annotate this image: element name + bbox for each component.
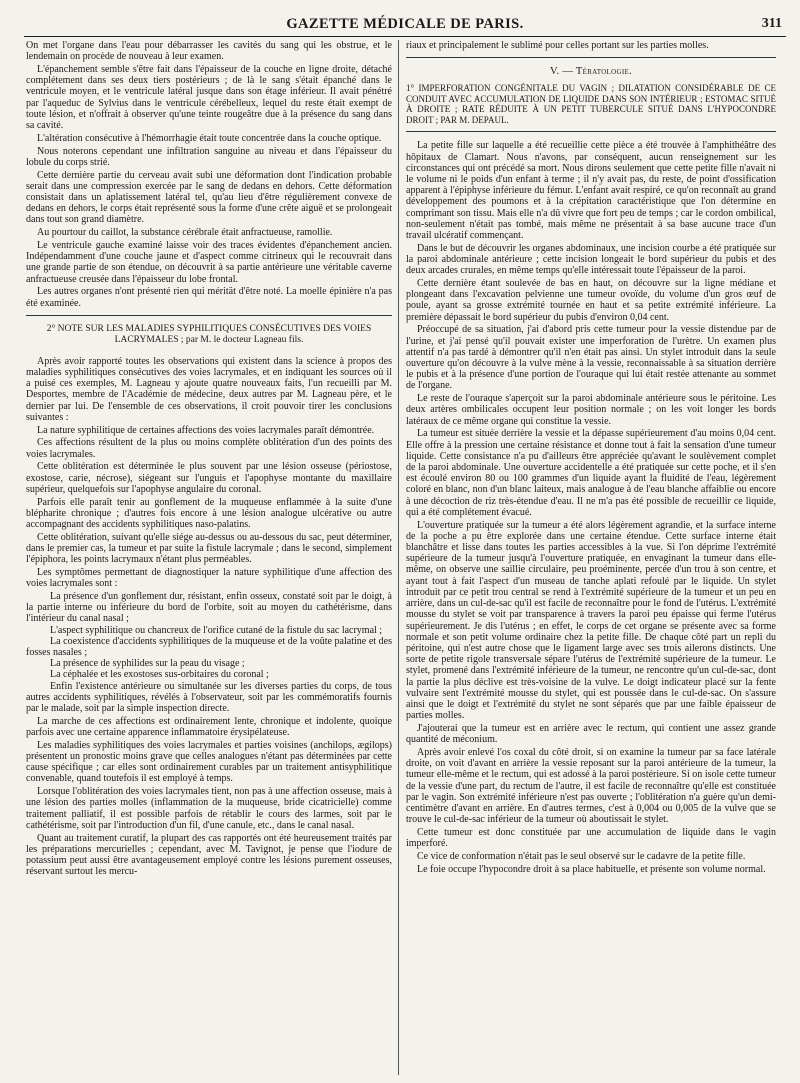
paragraph: Cette tumeur est donc constituée par une accumulation de liquide dans le vagin imperforé. <box>406 826 776 850</box>
page-number: 311 <box>761 16 782 31</box>
paragraph: Le ventricule gauche examiné laisse voir des traces évidentes d'épanchement ancien. Indépendamment d'une couche jaune et d'aspect comme citrineux qui le recouvrait dans une grande partie de son étendue, on découvrit à sa partie antérieure une véritable caverne anfractueuse creusée dans l'épaisseur du lobe frontal. <box>26 240 392 285</box>
paragraph: L'altération consécutive à l'hémorrhagie était toute concentrée dans la couche optique. <box>37 132 382 144</box>
paragraph: Dans le but de découvrir les organes abdominaux, une incision courbe a été pratiquée sur la paroi abdominale antérieure ; cette incision longeait le bord supérieur du pubis et des deux arcades crurales, en même temps qu'elle intéressait toute l'épaisseur de la paroi. <box>406 242 776 277</box>
paragraph: Les maladies syphilitiques des voies lacrymales et parties voisines (anchilops, ægilops) présentent un pronostic moins grave que celles analogues n'étant pas déterminées par cette cause spécifique ; car elles sont ordinairement curables par un traitement antisyphilitique convenable, quand toutefois il est employé à temps. <box>26 739 392 785</box>
paragraph: Le reste de l'ouraque s'aperçoit sur la paroi abdominale antérieure sous le péritoine. Les deux artères ombilicales occupent leur position normale ; on les voit longer les bords latéraux de ce même organe qui constitue la vessie. <box>406 393 776 427</box>
paragraph: La nature syphilitique de certaines affections des voies lacrymales paraît démontrée. <box>37 424 375 436</box>
symptom-item: Enfin l'existence antérieure ou simultanée sur les diverses parties du corps, de tous autres accidents syphilitiques, révélés à l'observateur, soit par les commémoratifs fournis par le malade, soit par la simple inspection directe. <box>26 680 392 715</box>
paragraph: L'ouverture pratiquée sur la tumeur a été alors légèrement agrandie, et la surface interne de la poche a pu être explorée dans une certaine étendue. Cette surface interne était blanchâtre et lisse dans toutes les parties accessibles à la vue. Si l'on déprime l'extrémité supérieure de la tumeur jusqu'à l'ouverture pratiquée, en envaginant la tumeur dans elle-même, on observe une saillie circulaire, peu proéminente, percée d'un trou à son centre, et ayant tout à fait l'aspect d'un museau de tanche aplati refoulé par le liquide. Un stylet introduit par ce petit trou central se rend à l'extrémité supérieure de la tumeur et un peu en arrière, dans un cul-de-sac qu'il est facile de reconnaître pour le fond de l'utérus. L'extrémité mousse du stylet se voit par transparence à travers la paroi peu épaisse qui ferme l'utérus supérieurement. Je dis l'utérus ; en effet, le corps de cet organe se présente avec sa forme normale et son petit volume ordinaire chez la petite fille. De chaque côté part un repli du péritoine, qui n'est autre chose que le ligament large avec ses trois ailerons distincts. Une sorte de petite rigole transversale sépare l'utérus de l'extrémité supérieure de la tumeur. Le stylet, promené dans l'extrémité inférieure de la tumeur, ne rencontre qu'un cul-de-sac, dont la partie la plus déclive est très-voisine de la vulve. Le doigt indicateur placé sur la fente vulvaire sent l'extrémité mousse du stylet, qui est poussée dans le cul-de-sac. On s'assure ainsi que le doigt et l'extrémité du stylet ne sont séparés que par une faible épaisseur de parties molles. <box>406 519 776 722</box>
paragraph: La marche de ces affections est ordinairement lente, chronique et indolente, quoique parfois avec une certaine apparence inflammatoire érysipélateuse. <box>26 715 392 739</box>
paragraph: Au pourtour du caillot, la substance cérébrale était anfractueuse, ramollie. <box>37 227 333 239</box>
right-column <box>406 40 776 1075</box>
paragraph: Les autres organes n'ont présenté rien qui mérität d'être noté. La moelle épinière n'a pas été examinée. <box>26 286 392 309</box>
paragraph: La tumeur est située derrière la vessie et la dépasse supérieurement d'au moins 0,04 cent. Elle offre à la pression une certaine résistance et donne tout à fait la sensation d'une tumeur liquide. Cette consistance n'a pu d'ailleurs être appréciée qu'avant le soulèvement complet de la paroi abdominale. Une ouverture accidentelle a été pratiquée sur cette poche, et il s'en est écoulé environ 80 ou 100 grammes d'un liquide ayant la fluidité de l'eau, légèrement coloré en blanc, non d'un blanc laiteux, mais analogue à de l'eau blanche affaiblie ou encore à une décoction de riz très-étendue d'eau. Il ne m'a pas été possible de recueillir ce liquide, qui a été complétement évacué. <box>406 428 776 518</box>
symptom-item: L'aspect syphilitique ou chancreux de l'orifice cutané de la fistule du sac lacrymal ; <box>50 624 383 636</box>
paragraph: Ce vice de conformation n'était pas le seul observé sur le cadavre de la petite fille. <box>417 850 746 862</box>
left-mid-paragraphs <box>26 356 392 590</box>
column-rule <box>398 40 399 1075</box>
running-title: GAZETTE MÉDICALE DE PARIS. <box>286 16 524 32</box>
paragraph: Ces affections résultent de la plus ou moins complète oblitération d'un des points des voies lacrymales. <box>26 437 392 460</box>
paragraph: Nous noterons cependant une infiltration sanguine au niveau et dans l'épaisseur du lobule du corps strié. <box>26 145 392 168</box>
symptom-item: La coexistence d'accidents syphilitiques de la muqueuse et de la voûte palatine et des fosses nasales ; <box>26 635 392 659</box>
paragraph: On met l'organe dans l'eau pour débarrasser les cavités du sang qui les obstrue, et le lendemain on procède de nouveau à leur examen. <box>26 40 392 63</box>
paragraph: Quant au traitement curatif, la plupart des cas rapportés ont été heureusement traités par les préparations mercurielles ; cependant, avec M. Tavignot, je pense que l'iodure de potassium peut aussi être avantageusement employé contre les lésions purement osseuses, réservant surtout les mercu- <box>26 832 392 878</box>
paragraph: riaux et principalement le sublimé pour celles portant sur les parties molles. <box>406 40 709 51</box>
paragraph: Cette dernière étant soulevée de bas en haut, on découvre sur la ligne médiane et plongeant dans l'excavation pelvienne une tumeur ovoïde, du volume d'un gros œuf de poule, ayant sa grosse extrémité tournée en haut et sa petite extrémité inférieure. La première dépassait le bord supérieur du pubis d'environ 0,04 cent. <box>406 278 776 323</box>
case-title: 1° IMPERFORATION CONGÉNITALE DU VAGIN ; DILATATION CONSIDÉRABLE DE CE CONDUIT AVEC ACCUMULATION DE LIQUIDE DANS SON INTÉRIEUR ; ESTOMAC SITUÉ À DROITE ; RATE RÉDUITE À UN PETIT TUBERCULE SITUÉ DANS L'HYPOCONDRE DROIT ; PAR M. DEPAUL. <box>406 83 776 125</box>
paragraph: Le foie occupe l'hypocondre droit à sa place habituelle, et présente son volume normal. <box>417 863 766 875</box>
section-divider <box>406 131 776 132</box>
note-title: 2° NOTE SUR LES MALADIES SYPHILITIQUES CONSÉCUTIVES DES VOIES LACRYMALES ; par M. le docteur Lagneau fils. <box>46 323 372 345</box>
symptom-item: La présence de syphilides sur la peau du visage ; <box>50 658 245 670</box>
paragraph: Après avoir enlevé l'os coxal du côté droit, si on examine la tumeur par sa face latérale droite, on voit d'avant en arrière la vessie reposant sur la paroi antérieure de la tumeur, la tumeur elle-même et le rectum, qui est adossé à la paroi postérieure. Si on isole cette tumeur de la vessie d'une part, du rectum de l'autre, il est facile de reconnaître qu'elle est constituée par le vagin. Son extrémité inférieure n'est pas ouverte ; l'oblitération n'a guère qu'un demi-centimètre d'avant en arrière. En d'autres termes, c'est à 0,004 ou 0,005 de la vulve que se trouve le cul-de-sac inférieur de la tumeur où aboutissait le stylet. <box>406 746 776 826</box>
paragraph: Après avoir rapporté toutes les observations qui existent dans la science à propos des maladies syphilitiques consécutives des voies lacrymales, et en indiquant les sources où il a puisé ces exemples, M. Lagneau y ajoute quatre nouveaux faits, l'un recueilli par M. Desportes, membre de l'Académie de médecine, deux autres par M. Lagneau père, et le dernier par lui. De l'ensemble de ces observations, il croit pouvoir tirer les conclusions suivantes : <box>26 355 392 423</box>
symptom-list <box>26 591 392 714</box>
left-column <box>26 40 392 1075</box>
paragraph: Lorsque l'oblitération des voies lacrymales tient, non pas à une affection osseuse, mais à une lésion des parties molles (inflammation de la muqueuse, bride cicatricielle) comme traitement palliatif, il est possible parfois de rétablir le cours des larmes, soit par le cathétérisme, soit par l'introduction d'un fil, d'une canule, etc., dans le canal nasal. <box>26 786 392 831</box>
paragraph: Les symptômes permettant de diagnostiquer la nature syphilitique d'une affection des voies lacrymales sont : <box>26 567 392 590</box>
paragraph: Parfois elle paraît tenir au gonflement de la muqueuse enflammée à la suite d'une blépharite chronique ; d'autres fois encore à une lésion analogue ulcérative ou autre accompagnant des accidents syphilitiques naso-palatins. <box>26 496 392 531</box>
left-top-paragraphs <box>26 40 392 309</box>
left-bottom-paragraphs <box>26 716 392 878</box>
paragraph: L'épanchement semble s'être fait dans l'épaisseur de la couche en ligne droite, détaché complétement dans ses deux tiers postérieurs ; de là le sang s'était épanché dans le ventricule moyen, et le ventricule latéral jusque dans son étage inférieur. Il avait pénétré par l'aqueduc de Sylvius dans le ventricule cérébelleux, lequel du reste était exempt de toute lésion, et n'offrait à observer qu'une teinte rougeâtre due à la présence du sang dans sa cavité. <box>26 64 392 132</box>
section-title: V. — Tératologie. <box>550 66 632 78</box>
paragraph: J'ajouterai que la tumeur est en arrière avec le rectum, qui contient une assez grande quantité de méconium. <box>406 722 776 746</box>
paragraph: Cette dernière partie du cerveau avait subi une déformation dont l'indication probable serait dans une compression exercée par le sang de dedans en dehors. Cette déformation consistait dans un aplatissement latéral tel, qu'au lieu d'être régulièrement convexe de dedans en dehors, le corps était représenté sous la forme d'une crête aiguë et se prolongeait dans tout son grand diamètre. <box>26 169 392 226</box>
section-divider <box>26 315 392 316</box>
page-header <box>24 6 786 37</box>
paragraph: Cette oblitération est déterminée le plus souvent par une lésion osseuse (périostose, exostose, carie, nécrose), siégeant sur l'unguis et l'apophyse montante du maxillaire supérieur, quelquefois sur l'apophyse angulaire du coronal. <box>26 461 392 495</box>
right-paragraphs <box>406 140 776 875</box>
section-divider <box>406 57 776 58</box>
paragraph: Cette oblitération, suivant qu'elle siége au-dessus ou au-dessous du sac, peut déterminer, dans le premier cas, la tumeur et par suite la fistule lacrymale ; dans le second, simplement l'épiphora, les points lacrymaux n'étant plus perméables. <box>26 531 392 566</box>
symptom-item: La présence d'un gonflement dur, résistant, enfin osseux, constaté soit par le doigt, à la partie interne ou inférieure du bord de l'orbite, soit au moyen du cathétérisme, dans l'intérieur du canal nasal ; <box>26 591 392 625</box>
paragraph: La petite fille sur laquelle a été recueillie cette pièce a été trouvée à l'amphithéâtre des hôpitaux de Clamart. Nous n'avons, par conséquent, aucun renseignement sur les circonstances qui ont précédé sa mort. Nous dirons seulement que cette petite fille n'avait ni le volume ni le poids d'un enfant à terme ; il n'y avait pas, du reste, de point d'ossification apparent à l'épiphyse inférieure du fémur. L'enfant avait respiré, ce qu'on reconnaît au grand développement des poumons et à la crépitation caractéristique que l'on détermine en comprimant son tissu. Mais elle n'a dû vivre que fort peu de temps ; car le cordon ombilical, non-seulement n'était pas tombé, mais même ne présentait à sa base aucune trace d'un travail ulcératif commençant. <box>406 140 776 242</box>
symptom-item: La céphalée et les exostoses sus-orbitaires du coronal ; <box>50 669 269 681</box>
paragraph: Préoccupé de sa situation, j'ai d'abord pris cette tumeur pour la vessie distendue par de l'urine, et j'ai pensé qu'il pouvait exister une imperforation de l'urètre. Un examen plus attentif n'a pas tardé à démontrer qu'il n'en était pas ainsi. Un stylet introduit dans la seule ouverture qu'on découvre à la vulve mène à la vessie, reconnaissable à sa situation derrière le pubis et à la présence d'une portion de l'ouraque qui lui était restée attenante au sommet de l'organe. <box>406 324 776 392</box>
